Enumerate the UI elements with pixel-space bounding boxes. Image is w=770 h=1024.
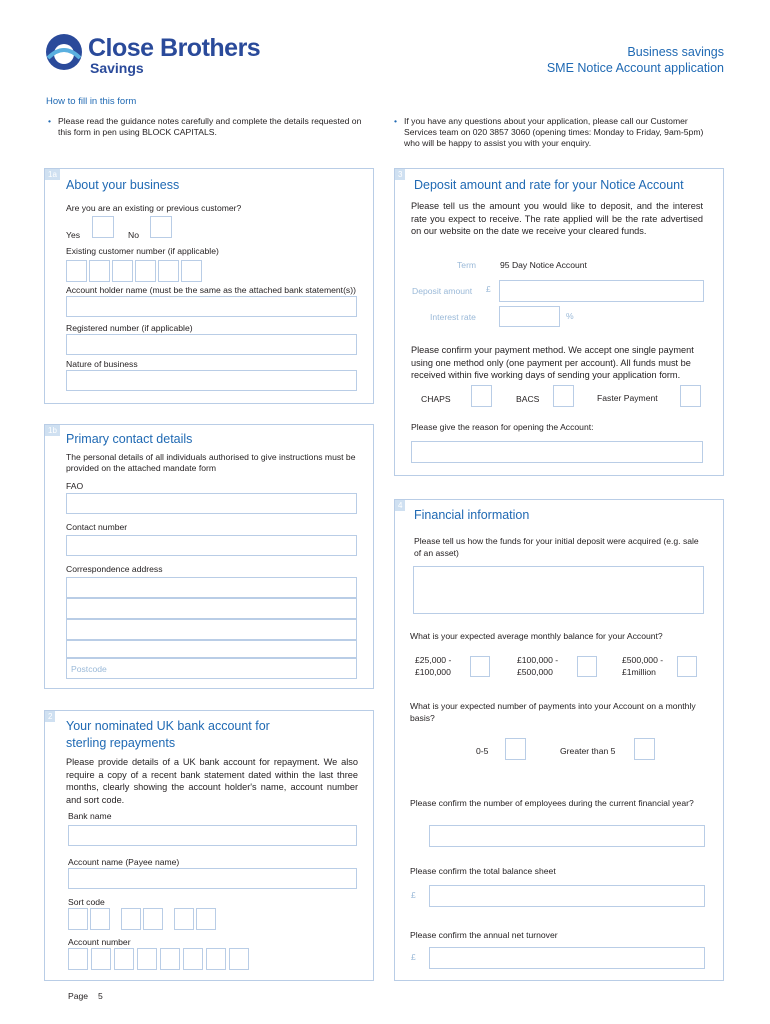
digit-box[interactable]: [181, 260, 202, 282]
payments-question: What is your expected number of payments into your Account on a monthly basis?: [410, 701, 696, 723]
account-digit[interactable]: [114, 948, 134, 970]
section-tag: 3: [395, 169, 405, 180]
bacs-label: BACS: [516, 394, 540, 404]
yes-checkbox[interactable]: [92, 216, 114, 238]
holder-name-field[interactable]: [66, 296, 357, 317]
address-line-4[interactable]: [66, 640, 357, 658]
employees-field[interactable]: [429, 825, 705, 847]
deposit-label: Deposit amount: [412, 286, 473, 296]
rate-percent: %: [566, 311, 574, 321]
term-label: Term: [457, 260, 477, 270]
balance-option-2-line1: £100,000 -: [517, 655, 559, 665]
sort-code-digit[interactable]: [196, 908, 216, 930]
funds-question: Please tell us how the funds for your initial deposit were acquired (e.g. sale of an asset): [414, 536, 699, 558]
turnover-field[interactable]: [429, 947, 705, 969]
form-title: [424, 44, 724, 76]
account-digit[interactable]: [160, 948, 180, 970]
interest-rate-field[interactable]: [499, 306, 560, 327]
bacs-checkbox[interactable]: [553, 385, 574, 407]
postcode-field[interactable]: [66, 658, 357, 679]
payments-option-1-checkbox[interactable]: [505, 738, 526, 760]
bank-name-label: Bank name: [68, 811, 112, 821]
no-checkbox[interactable]: [150, 216, 172, 238]
sort-code-digit[interactable]: [121, 908, 141, 930]
sort-code-digit[interactable]: [174, 908, 194, 930]
digit-box[interactable]: [112, 260, 133, 282]
postcode-placeholder: Postcode: [71, 664, 107, 674]
section-tag: 2: [45, 711, 55, 722]
no-label: No: [128, 230, 139, 240]
term-value: 95 Day Notice Account: [500, 260, 587, 270]
howto-heading: How to fill in this form: [46, 96, 137, 107]
balance-sheet-question: Please confirm the total balance sheet: [410, 866, 556, 876]
bank-name-field[interactable]: [68, 825, 357, 846]
deposit-currency: £: [486, 284, 491, 294]
balance-sheet-currency: £: [411, 890, 416, 900]
balance-option-3-line1: £500,000 -: [622, 655, 664, 665]
section-1a-title: About your business: [66, 178, 180, 192]
existing-number-label: Existing customer number (if applicable): [66, 246, 219, 256]
fao-field[interactable]: [66, 493, 357, 514]
section-2-title: [66, 718, 270, 752]
balance-question: What is your expected average monthly balance for your Account?: [410, 631, 663, 641]
address-line-2[interactable]: [66, 598, 357, 619]
address-line-3[interactable]: [66, 619, 357, 640]
section-2-para: Please provide details of a UK bank account for repayment. We also require a copy of a recent bank statement dated within the last three months, clearly showing the account holder's name, account number and sort code.: [66, 757, 358, 805]
section-tag: 1b: [45, 425, 60, 436]
brand-name: Close Brothers: [88, 34, 261, 62]
section-tag: 4: [395, 500, 405, 511]
section-2-title-line2: sterling repayments: [66, 736, 176, 750]
sort-code-digit[interactable]: [143, 908, 163, 930]
funds-field[interactable]: [413, 566, 704, 614]
correspondence-label: Correspondence address: [66, 564, 163, 574]
digit-box[interactable]: [135, 260, 156, 282]
section-tag: 1a: [45, 169, 60, 180]
deposit-amount-field[interactable]: [499, 280, 704, 302]
chaps-checkbox[interactable]: [471, 385, 492, 407]
turnover-question: Please confirm the annual net turnover: [410, 930, 558, 940]
form-title-line1: Business savings: [627, 45, 724, 59]
account-name-label: Account name (Payee name): [68, 857, 180, 867]
chaps-label: CHAPS: [421, 394, 451, 404]
section-1b-title: Primary contact details: [66, 432, 193, 446]
account-digit[interactable]: [68, 948, 88, 970]
howto-bullet-right: • If you have any questions about your application, please call our Customer Services team on 020 3857 3060 (opening times: Monday to Friday, 9am-5pm) who will be happy to assist you with your enquiry.: [404, 116, 720, 149]
digit-box[interactable]: [89, 260, 110, 282]
balance-option-1-line2: £100,000: [415, 667, 451, 677]
howto-bullet-left: • Please read the guidance notes carefully and complete the details requested on this form in pen using BLOCK CAPITALS.: [58, 116, 368, 138]
payment-para: Please confirm your payment method. We accept one single payment using one method only (one payment per account). All funds must be received within five working days of sending your application form.: [411, 345, 694, 380]
yes-label: Yes: [66, 230, 81, 240]
address-line-1[interactable]: [66, 577, 357, 598]
sort-code-digit[interactable]: [68, 908, 88, 930]
account-digit[interactable]: [137, 948, 157, 970]
account-digit[interactable]: [229, 948, 249, 970]
logo: [44, 32, 284, 78]
account-name-field[interactable]: [68, 868, 357, 889]
balance-option-1-checkbox[interactable]: [470, 656, 490, 677]
holder-name-label: Account holder name (must be the same as the attached bank statement(s)): [66, 285, 356, 295]
sort-code-digit[interactable]: [90, 908, 110, 930]
digit-box[interactable]: [158, 260, 179, 282]
brand-sub: Savings: [90, 60, 144, 76]
balance-option-2-checkbox[interactable]: [577, 656, 597, 677]
account-digit[interactable]: [206, 948, 226, 970]
employees-question: Please confirm the number of employees during the current financial year?: [410, 798, 694, 808]
sort-code-label: Sort code: [68, 897, 105, 907]
close-brothers-logo-icon: [44, 32, 84, 72]
balance-option-2: [517, 654, 558, 678]
rate-label: Interest rate: [430, 312, 476, 322]
fao-label: FAO: [66, 481, 84, 491]
balance-option-3-checkbox[interactable]: [677, 656, 697, 677]
section-4-title: Financial information: [414, 508, 530, 522]
balance-sheet-field[interactable]: [429, 885, 705, 907]
turnover-currency: £: [411, 952, 416, 962]
balance-option-3-line2: £1million: [622, 667, 656, 677]
payments-option-2-checkbox[interactable]: [634, 738, 655, 760]
reason-label: Please give the reason for opening the Account:: [411, 422, 594, 432]
balance-option-1-line1: £25,000 -: [415, 655, 452, 665]
page-number: 5: [98, 991, 103, 1001]
contact-number-label: Contact number: [66, 522, 128, 532]
section-3-title: Deposit amount and rate for your Notice Account: [414, 178, 684, 192]
form-title-line2: SME Notice Account application: [546, 61, 724, 75]
faster-label: Faster Payment: [597, 393, 658, 403]
account-number-label: Account number: [68, 937, 131, 947]
account-digit[interactable]: [91, 948, 111, 970]
balance-option-3: [622, 654, 663, 678]
balance-option-1: [415, 654, 451, 678]
payments-option-1: 0-5: [476, 746, 489, 756]
digit-box[interactable]: [66, 260, 87, 282]
section-2-title-line1: Your nominated UK bank account for: [66, 719, 270, 733]
reason-field[interactable]: [411, 441, 703, 463]
nature-field[interactable]: [66, 370, 357, 391]
faster-payment-checkbox[interactable]: [680, 385, 701, 407]
payments-option-2: Greater than 5: [560, 746, 616, 756]
registered-number-label: Registered number (if applicable): [66, 323, 193, 333]
section-1b-note: The personal details of all individuals authorised to give instructions must be provided on the attached mandate form: [66, 452, 356, 473]
page-label: Page: [68, 991, 89, 1001]
nature-label: Nature of business: [66, 359, 138, 369]
section-3-para: Please tell us the amount you would like to deposit, and the interest rate you expect to receive. The rate applied will be the rate advertised on our website on the date we receive your cleared funds.: [411, 201, 703, 236]
account-digit[interactable]: [183, 948, 203, 970]
balance-option-2-line2: £500,000: [517, 667, 553, 677]
contact-number-field[interactable]: [66, 535, 357, 556]
registered-number-field[interactable]: [66, 334, 357, 355]
existing-question: Are you are an existing or previous customer?: [66, 203, 242, 213]
